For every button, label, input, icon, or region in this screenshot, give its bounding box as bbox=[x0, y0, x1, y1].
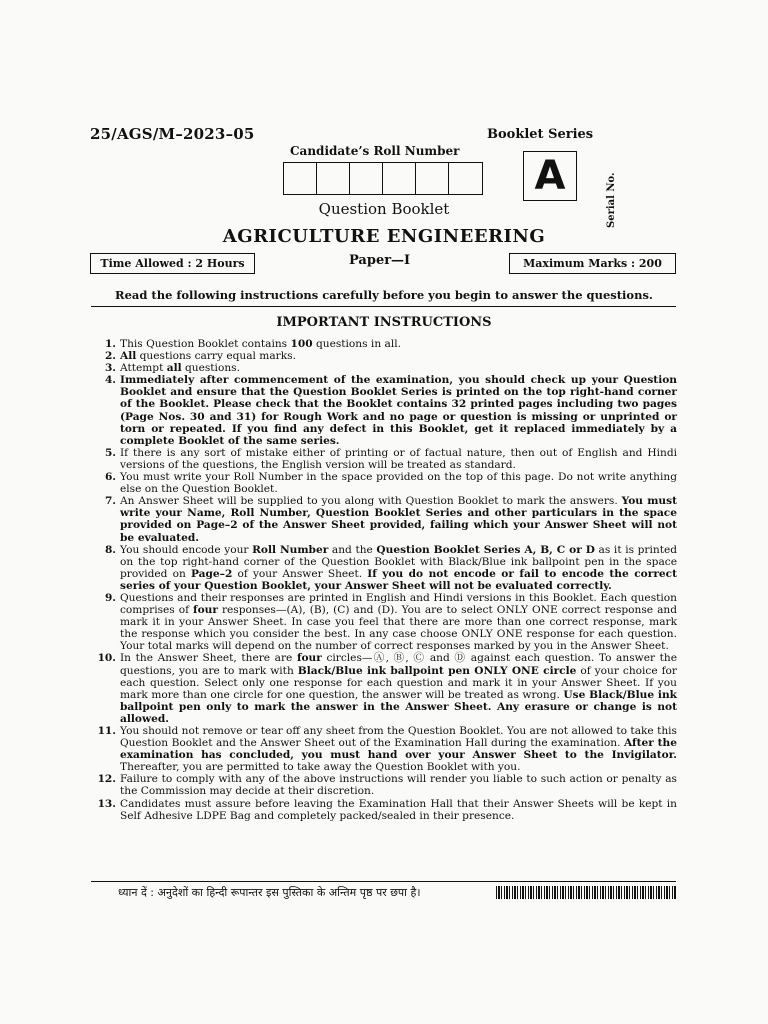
instruction-text-part: 100 bbox=[290, 338, 313, 350]
instruction-number: 5. bbox=[104, 446, 116, 459]
roll-number-boxes[interactable] bbox=[283, 162, 483, 195]
instruction-text-part: Black/Blue ink ballpoint pen ONLY ONE circle bbox=[297, 664, 577, 677]
instruction-text-part: Roll Number bbox=[252, 543, 329, 556]
instruction-text bbox=[116, 495, 677, 543]
instruction-text-part: You should not remove or tear off any sheet from the Question Booklet. You are not allowed to take this Question Booklet and the Answer Sheet out of the Examination Hall during the examination. bbox=[120, 725, 677, 750]
instruction-text bbox=[116, 338, 677, 350]
instruction-item bbox=[92, 652, 677, 725]
instruction-text-part: You must write your Roll Number in the space provided on the top of this page. Do not write anything else on the Question Booklet. bbox=[120, 471, 677, 496]
instruction-text-part: Use Black/Blue ink ballpoint pen only to mark the answer in the Answer Sheet. Any erasure or change is not allowed. bbox=[120, 688, 677, 725]
instruction-number: 10. bbox=[97, 652, 116, 665]
instruction-item bbox=[92, 447, 677, 471]
roll-digit-box[interactable] bbox=[284, 163, 317, 194]
instruction-number: 7. bbox=[104, 495, 116, 508]
instruction-text-part: circles—Ⓐ, Ⓑ, Ⓒ and Ⓓ against each question. To answer the questions, you are to mark with bbox=[120, 652, 677, 677]
instruction-text-part: Failure to comply with any of the above instructions will render you liable to such action or penalty as the Commission may decide at their discretion. bbox=[120, 773, 677, 798]
instruction-item bbox=[92, 495, 677, 543]
instruction-text-part: Questions and their responses are printed in English and Hindi versions in this Booklet. Each question comprises of bbox=[120, 591, 677, 617]
roll-digit-box[interactable] bbox=[383, 163, 416, 194]
instruction-number: 8. bbox=[104, 543, 116, 556]
instruction-number: 12. bbox=[97, 773, 116, 786]
booklet-code: 25/AGS/M–2023–05 bbox=[90, 125, 255, 143]
instruction-text-part: This Question Booklet contains bbox=[120, 338, 291, 350]
instruction-number: 1. bbox=[104, 338, 116, 350]
booklet-title bbox=[0, 200, 768, 218]
instruction-number: 11. bbox=[97, 725, 116, 737]
divider bbox=[91, 881, 676, 882]
instruction-text bbox=[116, 374, 677, 447]
instruction-text-part: and the bbox=[328, 543, 377, 556]
instruction-text-part: as it is printed on the top right-hand corner of the Question Booklet with Black/Blue ink ballpoint pen in the space provided on bbox=[120, 543, 678, 580]
instruction-text bbox=[116, 652, 677, 725]
instruction-text-part: All bbox=[120, 350, 137, 363]
instruction-item bbox=[92, 350, 677, 362]
instruction-text bbox=[116, 773, 677, 797]
instruction-number: 6. bbox=[104, 471, 116, 484]
instruction-text-part: four bbox=[296, 652, 322, 665]
instruction-text-part: Immediately after commencement of the examination, you should check up your Question Booklet and ensure that the Question Booklet Series is printed on the top right-hand corner of the Booklet. Please check that the Booklet contains 32 printed pages including two pages (Page Nos. 30 and 31) for Rough Work and no page or question is missing or unprinted or torn or repeated. If you find any defect in this Booklet, get it replaced immediately by a complete Booklet of the same series. bbox=[120, 374, 677, 447]
instruction-item bbox=[92, 374, 677, 447]
instruction-item bbox=[92, 773, 677, 797]
instruction-text-part: questions. bbox=[181, 362, 240, 375]
instruction-text bbox=[116, 362, 677, 374]
instruction-number: 3. bbox=[104, 362, 116, 375]
barcode-icon bbox=[496, 886, 676, 899]
instruction-text-part: Page–2 bbox=[190, 567, 233, 580]
maximum-marks-box: Maximum Marks : 200 bbox=[509, 253, 676, 274]
instruction-text-part: questions carry equal marks. bbox=[136, 350, 296, 363]
instruction-text-part: all bbox=[166, 362, 182, 375]
serial-number-label: Serial No. bbox=[606, 172, 617, 228]
time-allowed-box: Time Allowed : 2 Hours bbox=[90, 253, 255, 274]
instruction-text bbox=[116, 471, 677, 495]
roll-digit-box[interactable] bbox=[449, 163, 482, 194]
booklet-series-label: Booklet Series bbox=[487, 127, 594, 142]
read-instructions-note: Read the following instructions carefully before you begin to answer the questions. bbox=[115, 288, 653, 302]
instruction-text-part: of your choice for each question. Select only one response for each question and mark it in your Answer Sheet. If you mark more than one circle for one question, the answer will be treated as wrong. bbox=[120, 664, 677, 701]
instruction-text-part: Thereafter, you are permitted to take away the Question Booklet with you. bbox=[120, 761, 521, 774]
instruction-text-part: responses—(A), (B), (C) and (D). You are to select ONLY ONE correct response and mark it in your Answer Sheet. In case you feel that there are more than one correct response, mark the response which you consider the best. In any case choose ONLY ONE response for each question. Your total marks will depend on the number of correct responses marked by you in the Answer Sheet. bbox=[120, 604, 677, 653]
instruction-item bbox=[92, 471, 677, 495]
roll-digit-box[interactable] bbox=[416, 163, 449, 194]
subject-title: AGRICULTURE ENGINEERING bbox=[222, 226, 546, 247]
instruction-text bbox=[116, 592, 677, 652]
instruction-text-part: After the examination has concluded, you must hand over your Answer Sheet to the Invigilator. bbox=[120, 737, 677, 762]
instruction-number: 13. bbox=[97, 797, 116, 810]
instruction-item bbox=[92, 544, 677, 592]
hindi-note: ध्यान दें : अनुदेशों का हिन्दी रूपान्तर इस पुस्तिका के अन्तिम पृष्ठ पर छपा है। bbox=[118, 886, 421, 899]
instruction-text-part: questions in all. bbox=[312, 338, 401, 350]
roll-digit-box[interactable] bbox=[317, 163, 350, 194]
instruction-text-part: You must write your Name, Roll Number, Question Booklet Series and other particulars in the space provided on Page–2 of the Answer Sheet provided, failing which your Answer Sheet will not be evaluated. bbox=[120, 495, 677, 544]
instruction-text bbox=[116, 725, 677, 773]
booklet-title-text: Question Booklet bbox=[318, 200, 450, 218]
instruction-text-part: You should encode your bbox=[120, 543, 253, 556]
divider bbox=[91, 306, 676, 307]
instructions-list bbox=[92, 338, 677, 822]
instruction-item bbox=[92, 362, 677, 374]
instruction-item bbox=[92, 725, 677, 773]
instruction-number: 4. bbox=[104, 374, 116, 387]
instruction-item bbox=[92, 798, 677, 822]
instructions-heading: IMPORTANT INSTRUCTIONS bbox=[276, 315, 492, 330]
instruction-item bbox=[92, 338, 677, 350]
instruction-text-part: If you do not encode or fail to encode the correct series of your Question Booklet, your Answer Sheet will not be evaluated correctly. bbox=[120, 567, 677, 592]
instruction-text-part: An Answer Sheet will be supplied to you along with Question Booklet to mark the answers. bbox=[120, 495, 622, 508]
roll-digit-box[interactable] bbox=[350, 163, 383, 194]
instruction-text bbox=[116, 350, 677, 362]
paper-label: Paper—I bbox=[349, 253, 411, 268]
instruction-number: 9. bbox=[104, 591, 116, 604]
instruction-text-part: Attempt bbox=[120, 362, 167, 375]
instruction-item bbox=[92, 592, 677, 652]
instruction-text bbox=[116, 798, 677, 822]
instruction-text-part: four bbox=[193, 604, 218, 617]
instruction-text-part: If there is any sort of mistake either of printing or of factual nature, then out of English and Hindi versions of the questions, the English version will be treated as standard. bbox=[120, 446, 677, 471]
instruction-text-part: Candidates must assure before leaving the Examination Hall that their Answer Sheets will be kept in Self Adhesive LDPE Bag and completely packed/sealed in their presence. bbox=[120, 797, 677, 822]
booklet-series-letter: A bbox=[523, 151, 577, 201]
instruction-text bbox=[116, 544, 677, 592]
instruction-text-part: In the Answer Sheet, there are bbox=[120, 652, 297, 665]
instruction-text-part: Question Booklet Series A, B, C or D bbox=[376, 543, 595, 556]
instruction-number: 2. bbox=[104, 350, 116, 363]
roll-number-label: Candidate’s Roll Number bbox=[290, 144, 460, 158]
instruction-text bbox=[116, 447, 677, 471]
instruction-text-part: of your Answer Sheet. bbox=[232, 567, 368, 580]
